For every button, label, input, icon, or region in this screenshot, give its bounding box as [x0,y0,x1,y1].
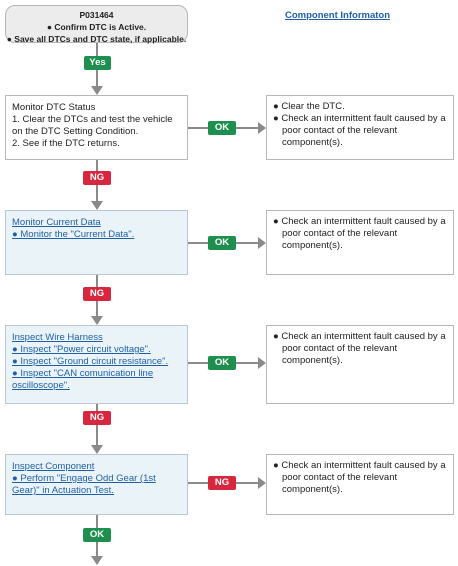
inspect-wire-harness-link[interactable]: Inspect Wire Harness [12,332,103,343]
engage-odd-gear-link[interactable]: ● Perform "Engage Odd Gear (1st Gear)" in Actuation Test. [12,473,156,496]
start-line-2: ● Save all DTCs and DTC state, if applicable. [6,34,187,44]
component-information-link[interactable]: Component Informaton [285,10,391,21]
ok-badge: OK [83,528,111,542]
ok-badge: OK [208,121,236,135]
ng-badge: NG [83,287,111,301]
dtc-code: P031464 [79,10,114,20]
step-inspect-wire-harness [5,325,188,404]
result-box [266,210,454,275]
step-monitor-dtc-status [5,95,188,160]
monitor-current-data-link[interactable]: Monitor Current Data [12,217,101,228]
ng-badge: NG [208,476,236,490]
start-line-1: ● Confirm DTC is Active. [46,22,147,32]
step-line: 1. Clear the DTCs and test the vehicle on the DTC Setting Condition. [12,114,173,137]
inspect-component-link[interactable]: Inspect Component [12,461,95,472]
result-item: ● Clear the DTC. [273,101,345,112]
yes-badge: Yes [84,56,111,70]
ng-badge: NG [83,411,111,425]
result-item: ● Check an intermittent fault caused by a poor contact of the relevant component(s). [273,216,446,251]
monitor-current-data-action-link[interactable]: ● Monitor the "Current Data". [12,229,135,240]
result-item: ● Check an intermittent fault caused by a poor contact of the relevant component(s). [273,331,446,366]
step-inspect-component [5,454,188,515]
start-node [5,5,188,43]
result-item: ● Check an intermittent fault caused by a poor contact of the relevant component(s). [273,460,446,495]
inspect-ground-circuit-link[interactable]: ● Inspect "Ground circuit resistance". [12,356,169,367]
step-title: Monitor DTC Status [12,102,96,113]
ok-badge: OK [208,356,236,370]
result-box [266,454,454,515]
step-line: 2. See if the DTC returns. [12,138,120,149]
inspect-power-circuit-link[interactable]: ● Inspect "Power circuit voltage". [12,344,151,355]
result-item: ● Check an intermittent fault caused by a poor contact of the relevant component(s). [273,113,446,148]
step-monitor-current-data [5,210,188,275]
ng-badge: NG [83,171,111,185]
inspect-can-line-link[interactable]: ● Inspect "CAN comunication line oscilloscope". [12,368,154,391]
ok-badge: OK [208,236,236,250]
result-box [266,95,454,160]
result-box [266,325,454,404]
